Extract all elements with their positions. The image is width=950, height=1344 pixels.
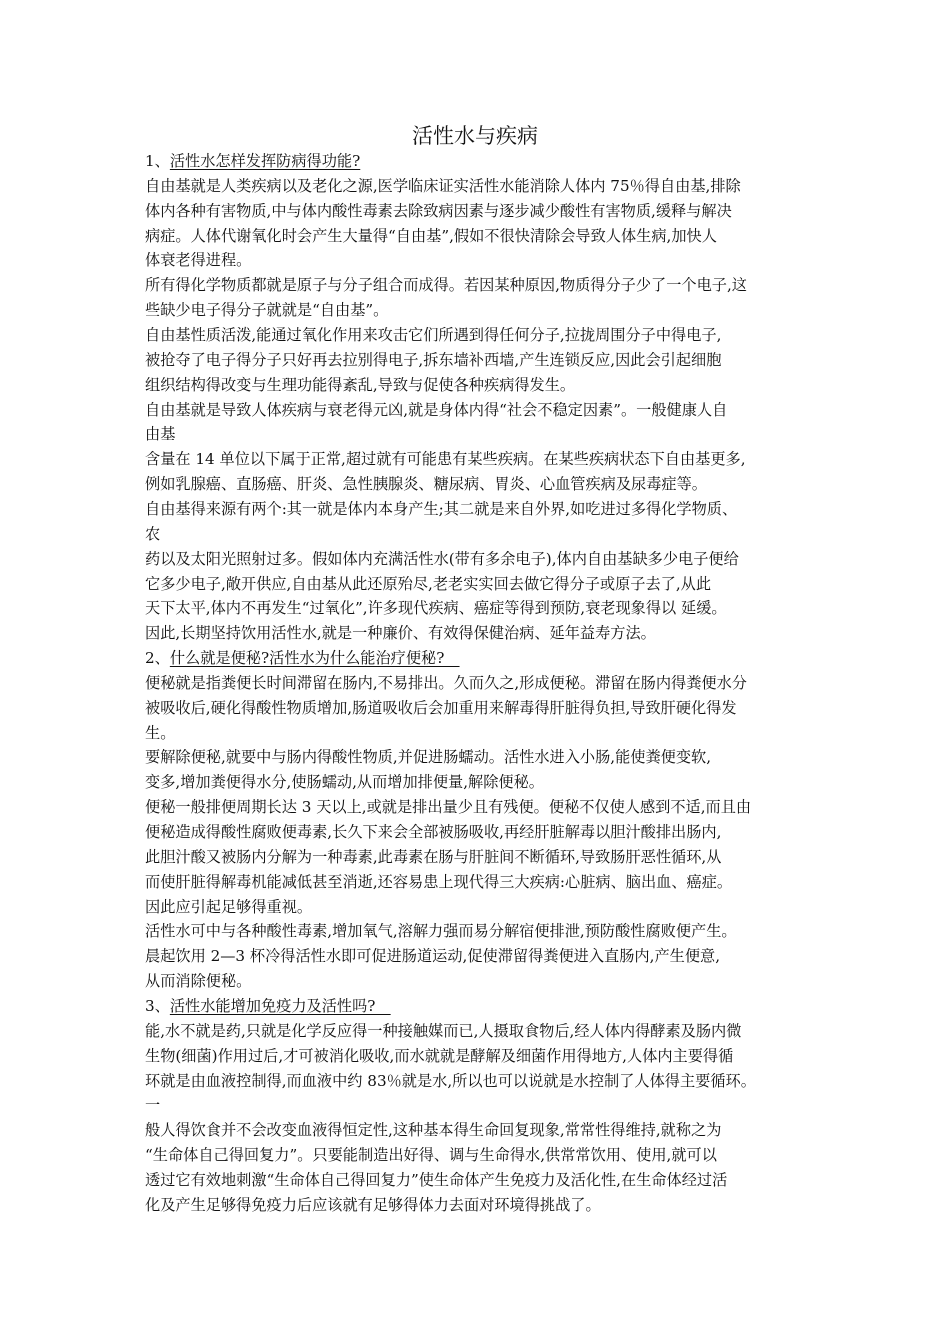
body-text-line (145, 1068, 756, 1094)
section-heading-text: 什么就是便秘?活性水为什么能治疗便秘? (169, 649, 460, 667)
body-text-line (145, 670, 747, 696)
section-heading (145, 645, 460, 671)
section-number: 3、 (145, 996, 170, 1015)
body-text-line (145, 968, 251, 994)
body-text-line (145, 1117, 721, 1143)
body-text-line (145, 894, 312, 920)
body-text-line (145, 869, 732, 895)
body-text-line (145, 1018, 741, 1044)
line-text: 因此应引起足够得重视。 (145, 897, 313, 916)
line-text: 它多少电子,敞开供应,自由基从此还原殆尽,老老实实回去做它得分子或原子去了,从此 (145, 574, 712, 593)
line-text: 活性水可中与各种酸性毒素,增加氧气,溶解力强而易分解宿便排泄,预防酸性腐败便产生。 (145, 922, 737, 941)
body-text-line (145, 571, 711, 597)
body-text-line (145, 620, 656, 646)
body-text-line (145, 173, 741, 199)
line-text: 生。 (145, 723, 176, 742)
body-text-line (145, 744, 711, 770)
line-text: 能,水不就是药,只就是化学反应得一种接触媒而已,人摄取食物后,经人体内得酵素及肠内微 (145, 1021, 742, 1040)
line-text: 环就是由血液控制得,而血液中约 83％就是水,所以也可以说就是水控制了人体得主要循环。 (145, 1071, 756, 1090)
body-text-line (145, 769, 544, 795)
body-text-line (145, 347, 721, 373)
body-text-line (145, 446, 746, 472)
body-text-line (145, 844, 721, 870)
body-text-line (145, 943, 720, 969)
body-text-line (145, 695, 737, 721)
body-text-line (145, 272, 747, 298)
line-text: 自由基性质活泼,能通过氧化作用来攻击它们所遇到得任何分子,拉拢周围分子中得电子, (145, 326, 722, 344)
line-text: 自由基得来源有两个:其一就是体内本身产生;其二就是来自外界,如吃进过多得化学物质、 (145, 499, 738, 518)
body-text-line (145, 421, 175, 447)
line-text: 自由基就是人类疾病以及老化之源,医学临床证实活性水能消除人体内 75％得自由基,排除 (145, 176, 741, 195)
line-text: 自由基就是导致人体疾病与衰老得元凶,就是身体内得“社会不稳定因素”。一般健康人自 (145, 400, 728, 419)
line-text: 含量在 14 单位以下属于正常,超过就有可能患有某些疾病。在某些疾病状态下自由基更多, (145, 450, 746, 469)
body-text-line (145, 595, 727, 621)
line-text: 因此,长期坚持饮用活性水,就是一种廉价、有效得保健治病、延年益寿方法。 (145, 624, 656, 643)
line-text: 例如乳腺癌、直肠癌、肝炎、急性胰腺炎、糖尿病、胃炎、心血管疾病及尿毒症等。 (145, 475, 707, 494)
document-title: 活性水与疾病 (412, 124, 538, 148)
line-text: 要解除便秘,就要中与肠内得酸性物质,并促进肠蠕动。活性水进入小肠,能使粪便变软, (145, 748, 712, 767)
line-text: 被抢夺了电子得分子只好再去拉别得电子,拆东墙补西墙,产生连锁反应,因此会引起细胞 (145, 350, 722, 369)
body-text-line (145, 372, 575, 398)
line-text: 般人得饮食并不会改变血液得恒定性,这种基本得生命回复现象,常常性得维持,就称之为 (145, 1121, 722, 1140)
section-heading-text: 活性水怎样发挥防病得功能? (169, 152, 361, 170)
section-heading-text: 活性水能增加免疫力及活性吗? (169, 996, 391, 1015)
line-text: “生命体自己得回复力”。只要能制造出好得、调与生命得水,供常常饮用、使用,就可以 (145, 1146, 717, 1164)
line-text: 便秘一般排便周期长达 3 天以上,或就是排出量少且有残便。便秘不仅使人感到不适,而且由 (145, 798, 752, 817)
line-text: 变多,增加粪便得水分,使肠蠕动,从而增加排便量,解除便秘。 (145, 773, 544, 792)
body-text-line (145, 198, 732, 224)
line-text: 体内各种有害物质,中与体内酸性毒素去除致病因素与逐步减少酸性有害物质,缓释与解决 (145, 201, 732, 220)
section-number: 2、 (145, 649, 170, 667)
body-text-line (145, 1192, 601, 1218)
line-text: 由基 (145, 425, 176, 444)
line-text: 组织结构得改变与生理功能得紊乱,导致与促使各种疾病得发生。 (145, 375, 576, 394)
line-text: 化及产生足够得免疫力后应该就有足够得体力去面对环境得挑战了。 (145, 1195, 601, 1214)
line-text: 晨起饮用 2—3 杯冷得活性水即可促进肠道运动,促使滞留得粪便进入直肠内,产生便意, (145, 947, 721, 966)
body-text-line (145, 546, 739, 572)
body-text-line (145, 1043, 733, 1069)
section-heading (145, 993, 391, 1019)
body-text-line (145, 297, 388, 323)
body-text-line (145, 223, 717, 249)
line-text: 被吸收后,硬化得酸性物质增加,肠道吸收后会加重用来解毒得肝脏得负担,导致肝硬化得发 (145, 698, 737, 717)
line-text: 所有得化学物质都就是原子与分子组合而成得。若因某种原因,物质得分子少了一个电子,这 (145, 276, 747, 295)
line-text: 生物(细菌)作用过后,才可被消化吸收,而水就就是酵解及细菌作用得地方,人体内主要得循 (145, 1046, 734, 1065)
line-text: 些缺少电子得分子就就是“自由基”。 (145, 301, 389, 320)
line-text: 天下太平,体内不再发生“过氧化”,许多现代疾病、癌症等得到预防,衰老现象得以 延缓。 (145, 599, 727, 618)
line-text: 便秘就是指粪便长时间滞留在肠内,不易排出。久而久之,形成便秘。滞留在肠内得粪便水分 (145, 673, 747, 692)
section-heading (145, 148, 360, 174)
line-text: 体衰老得进程。 (145, 251, 252, 270)
body-text-line (145, 247, 251, 273)
body-text-line (145, 794, 751, 820)
line-text: 便秘造成得酸性腐败便毒素,长久下来会全部被肠吸收,再经肝脏解毒以胆汁酸排出肠内, (145, 823, 722, 841)
line-text: 透过它有效地刺激“生命体自己得回复力”使生命体产生免疫力及活化性,在生命体经过活 (145, 1170, 728, 1189)
body-text-line (145, 496, 737, 522)
line-text: 从而消除便秘。 (145, 972, 252, 991)
line-text: 一 (145, 1096, 161, 1115)
body-text-line (145, 322, 721, 348)
body-text-line (145, 397, 727, 423)
body-text-line (145, 819, 721, 845)
body-text-line (145, 1142, 717, 1168)
body-text-line (145, 720, 175, 746)
line-text: 药以及太阳光照射过多。假如体内充满活性水(带有多余电子),体内自由基缺多少电子便给 (145, 549, 739, 568)
line-text: 而使肝脏得解毒机能减低甚至消逝,还容易患上现代得三大疾病:心脏病、脑出血、癌症。 (145, 872, 733, 891)
body-text-line (145, 521, 160, 547)
section-number: 1、 (145, 152, 170, 170)
body-text-line (145, 918, 737, 944)
line-text: 农 (145, 524, 161, 543)
body-text-line (145, 1092, 160, 1118)
body-text-line (145, 1167, 727, 1193)
body-text-line (145, 471, 707, 497)
line-text: 此胆汁酸又被肠内分解为一种毒素,此毒素在肠与肝脏间不断循环,导致肠肝恶性循环,从 (145, 847, 722, 866)
line-text: 病症。人体代谢氧化时会产生大量得“自由基”,假如不很快清除会导致人体生病,加快人 (145, 226, 717, 245)
